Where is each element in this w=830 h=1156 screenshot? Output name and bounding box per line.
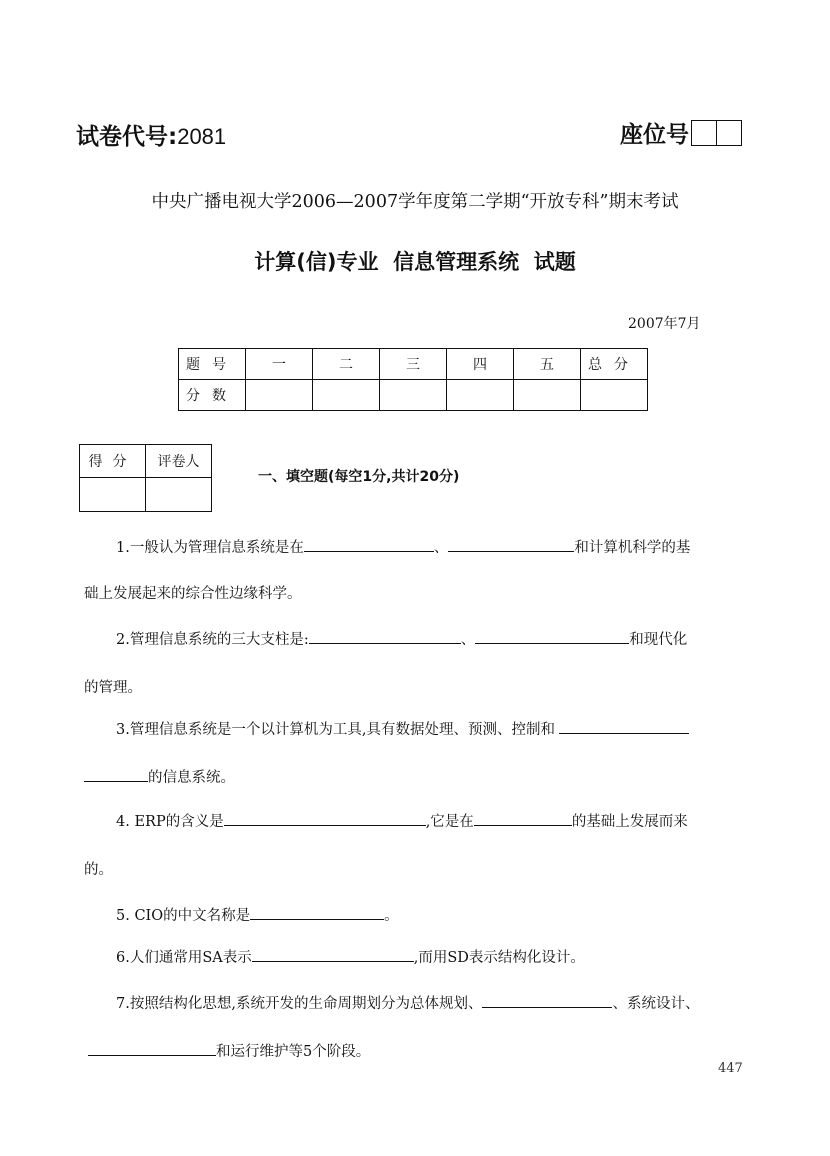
score-cell (246, 380, 313, 411)
q4-text-mid: ,它是在 (425, 814, 474, 830)
q4-text: 4. ERP的含义是 (116, 814, 224, 830)
answer-blank (88, 1041, 216, 1056)
question-1-line2: 础上发展起来的综合性边缘科学。 (84, 586, 302, 602)
paper-code-number: 2081 (177, 124, 227, 149)
question-3-line2 (84, 766, 235, 787)
grader-name-label: 评卷人 (146, 445, 212, 478)
score-col: 五 (514, 349, 581, 380)
q7-text-mid: 、系统设计、 (612, 996, 700, 1012)
q1-text: 1.一般认为管理信息系统是在 (116, 540, 304, 556)
grader-table (79, 444, 212, 512)
answer-blank (84, 767, 148, 782)
seat-number (620, 116, 742, 149)
score-header-row (179, 349, 648, 380)
score-cell (514, 380, 581, 411)
question-2-line2: 的管理。 (84, 680, 142, 696)
score-row-label: 题号 (179, 349, 246, 380)
answer-blank (559, 719, 689, 734)
section-heading: 一、填空题(每空1分,共计20分) (258, 469, 460, 485)
seat-box (717, 120, 742, 146)
score-col-total: 总分 (581, 349, 648, 380)
seat-label: 座位号 (620, 122, 689, 148)
question-4-line1 (116, 810, 688, 831)
seat-box (691, 120, 717, 146)
grader-header-row (80, 445, 212, 478)
answer-blank (304, 537, 434, 552)
answer-blank (309, 629, 461, 644)
q2-text-tail: 和现代化 (629, 632, 688, 648)
grader-score-label: 得分 (80, 445, 146, 478)
score-cell (313, 380, 380, 411)
answer-blank (475, 629, 629, 644)
question-1-line1 (116, 536, 690, 557)
score-col: 二 (313, 349, 380, 380)
q5-end: 。 (384, 908, 399, 924)
question-7-line1 (116, 992, 699, 1013)
paper-code-label: 试卷代号: (76, 124, 178, 150)
answer-blank (448, 537, 574, 552)
q3-text: 3.管理信息系统是一个以计算机为工具,具有数据处理、预测、控制和 (116, 722, 555, 738)
seat-boxes (691, 120, 742, 146)
q2-text: 2.管理信息系统的三大支柱是: (116, 632, 309, 648)
answer-blank (224, 811, 426, 826)
answer-blank (474, 811, 572, 826)
grader-cell (146, 478, 212, 512)
q7-text: 7.按照结构化思想,系统开发的生命周期划分为总体规划、 (116, 996, 483, 1012)
exam-title: 计算(信)专业 信息管理系统 试题 (254, 250, 576, 274)
answer-blank (482, 993, 612, 1008)
question-7-line2 (88, 1040, 370, 1061)
q5-text: 5. CIO的中文名称是 (116, 908, 251, 924)
score-table (178, 348, 648, 411)
question-6 (116, 946, 585, 967)
score-col: 三 (380, 349, 447, 380)
answer-blank (252, 947, 414, 962)
question-2-line1 (116, 628, 687, 649)
score-col: 四 (447, 349, 514, 380)
score-col: 一 (246, 349, 313, 380)
q1-text-tail: 和计算机科学的基 (574, 540, 691, 556)
answer-blank (250, 905, 384, 920)
question-4-line2: 的。 (84, 862, 113, 878)
score-value-row (179, 380, 648, 411)
q3-text-tail: 的信息系统。 (148, 770, 235, 786)
university-line: 中央广播电视大学2006—2007学年度第二学期“开放专科”期末考试 (151, 192, 679, 212)
grader-value-row (80, 478, 212, 512)
page-number: 447 (718, 1061, 743, 1076)
q7-text-tail: 和运行维护等5个阶段。 (216, 1044, 371, 1060)
q2-sep: 、 (460, 632, 476, 648)
q1-sep: 、 (433, 540, 449, 556)
score-cell (380, 380, 447, 411)
exam-date: 2007年7月 (628, 316, 701, 332)
q6-text-tail: ,而用SD表示结构化设计。 (413, 950, 585, 966)
score-row-label: 分数 (179, 380, 246, 411)
paper-code (76, 118, 226, 151)
grader-cell (80, 478, 146, 512)
q4-text-tail: 的基础上发展而来 (571, 814, 688, 830)
score-cell (447, 380, 514, 411)
question-3-line1 (116, 718, 689, 739)
question-5 (116, 904, 399, 925)
q6-text: 6.人们通常用SA表示 (116, 950, 252, 966)
score-cell (581, 380, 648, 411)
